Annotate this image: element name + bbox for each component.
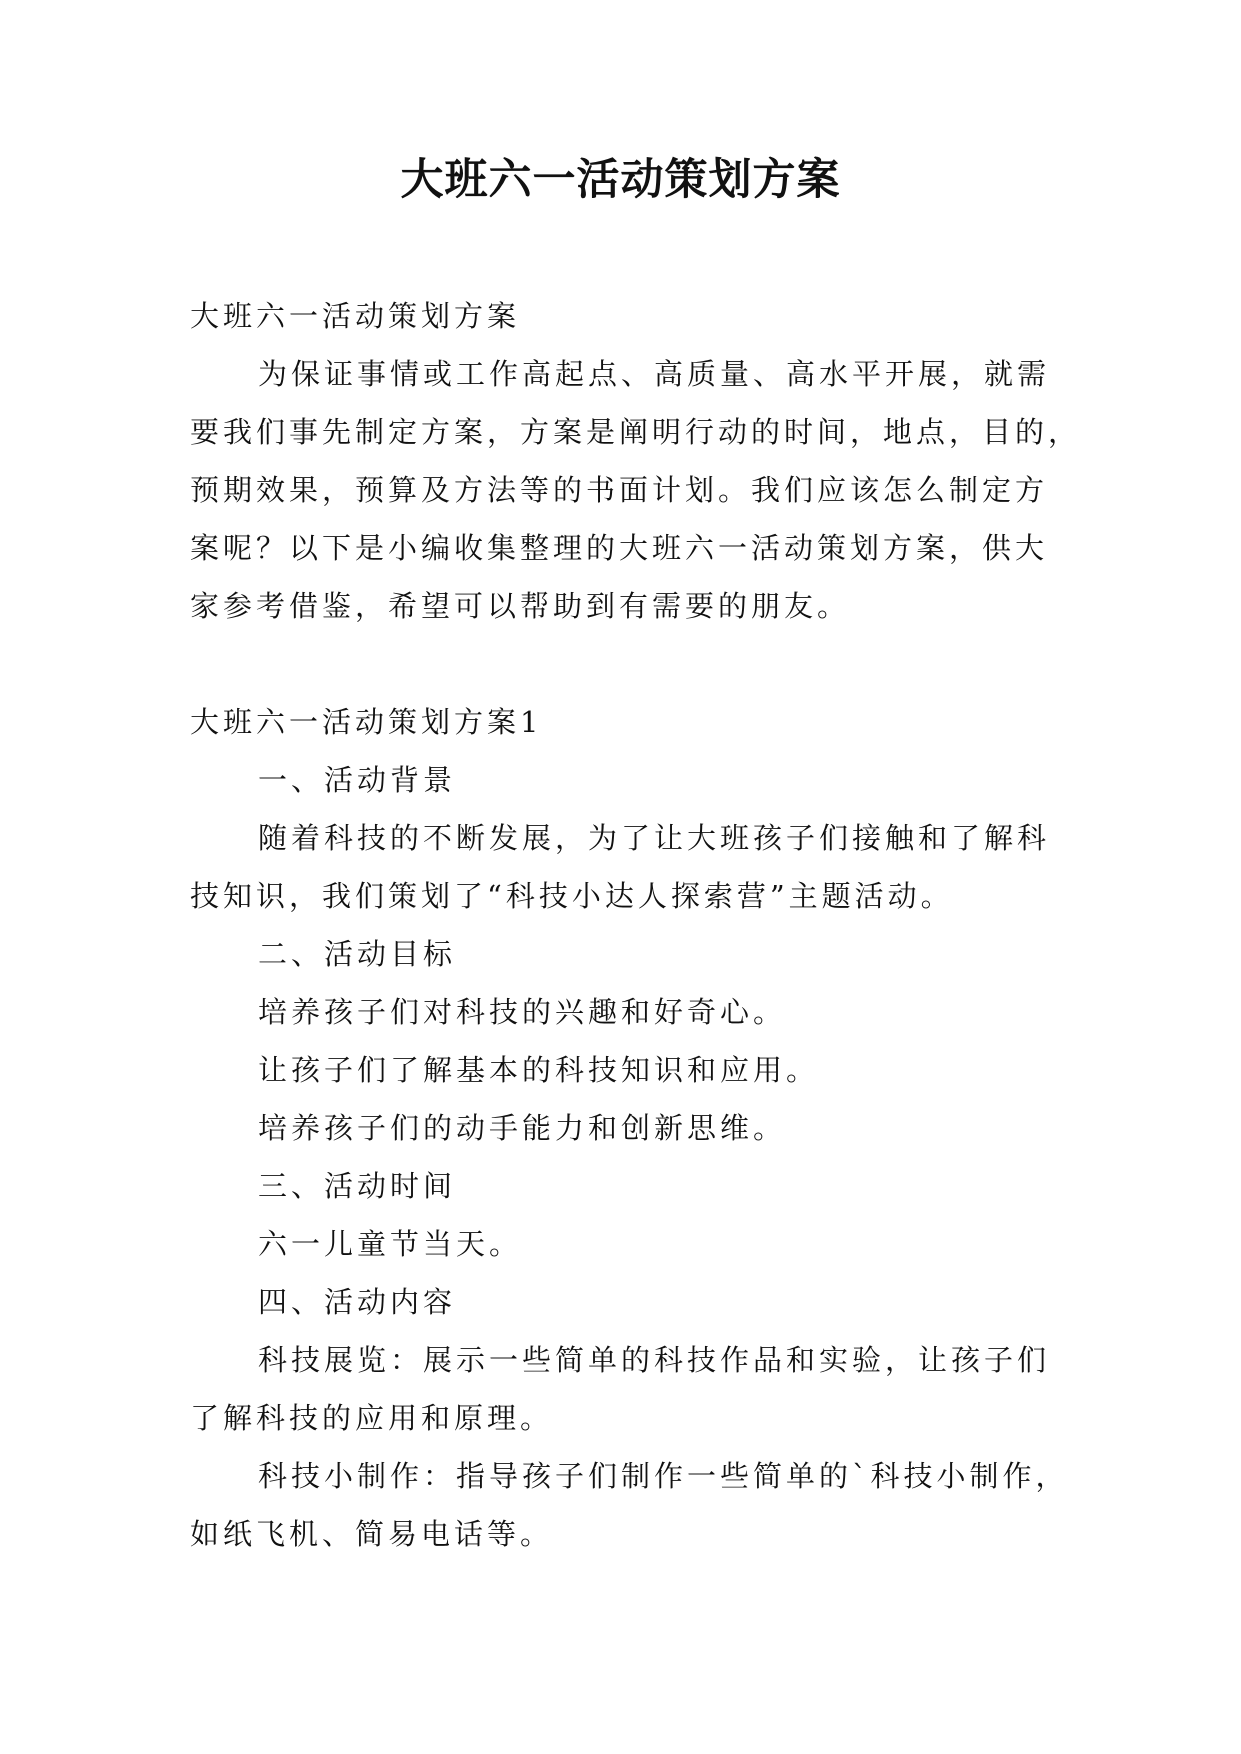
time-text: 六一儿童节当天。: [258, 1227, 523, 1261]
intro-line: 家参考借鉴，希望可以帮助到有需要的朋友。: [190, 589, 851, 623]
intro-line: 为保证事情或工作高起点、高质量、高水平开展，就需: [258, 357, 1051, 391]
heading-background: 一、活动背景: [258, 763, 457, 797]
content-line: 科技展览：展示一些简单的科技作品和实验，让孩子们: [258, 1343, 1051, 1377]
document-title: 大班六一活动策划方案: [400, 155, 841, 205]
intro-paragraph: [190, 345, 1082, 635]
heading-time: 三、活动时间: [258, 1169, 457, 1203]
section-title: 大班六一活动策划方案1: [190, 705, 543, 739]
goal-item: 培养孩子们的动手能力和创新思维。: [258, 1111, 787, 1145]
heading-goals: 二、活动目标: [258, 937, 457, 971]
spacer: [190, 635, 1050, 693]
document-subtitle: 大班六一活动策划方案: [190, 299, 521, 333]
intro-line: 要我们事先制定方案，方案是阐明行动的时间，地点，目的，: [190, 415, 1082, 449]
intro-line: 案呢？以下是小编收集整理的大班六一活动策划方案，供大: [190, 531, 1049, 565]
goal-item: 培养孩子们对科技的兴趣和好奇心。: [258, 995, 787, 1029]
background-line: 技知识，我们策划了“科技小达人探索营”主题活动。: [190, 879, 954, 913]
document-body: [190, 287, 1082, 1563]
content-line: 科技小制作：指导孩子们制作一些简单的`科技小制作，: [258, 1459, 1069, 1493]
content-line: 了解科技的应用和原理。: [190, 1401, 554, 1435]
background-line: 随着科技的不断发展，为了让大班孩子们接触和了解科: [258, 821, 1051, 855]
goal-item: 让孩子们了解基本的科技知识和应用。: [258, 1053, 820, 1087]
content-paragraph-2: [190, 1447, 1069, 1563]
content-line: 如纸飞机、简易电话等。: [190, 1517, 554, 1551]
background-paragraph: [190, 809, 1050, 925]
intro-line: 预期效果，预算及方法等的书面计划。我们应该怎么制定方: [190, 473, 1049, 507]
heading-content: 四、活动内容: [258, 1285, 457, 1319]
content-paragraph-1: [190, 1331, 1050, 1447]
